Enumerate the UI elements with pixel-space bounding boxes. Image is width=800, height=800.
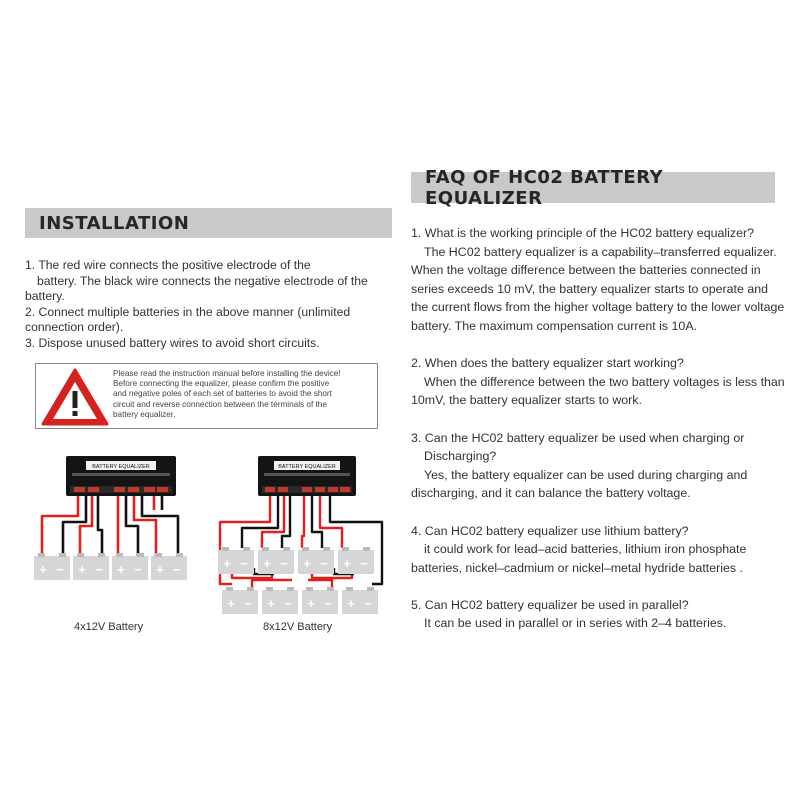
- faq-question-cont: Discharging?: [424, 449, 497, 464]
- faq-answer-line: The HC02 battery equalizer is a capability–transferred equalizer.: [424, 244, 777, 259]
- step-1-line-3: battery.: [25, 289, 65, 304]
- step-3: 3. Dispose unused battery wires to avoid short circuits.: [25, 335, 320, 350]
- battery-plus: +: [263, 556, 271, 571]
- faq-question: 5. Can HC02 battery equalizer be used in parallel?: [411, 597, 689, 612]
- battery: [73, 553, 109, 580]
- faq-item-5: [411, 596, 791, 633]
- battery: [34, 553, 70, 580]
- battery-minus: −: [173, 562, 181, 577]
- battery-minus: −: [244, 596, 252, 611]
- warning-text: [113, 369, 375, 420]
- step-2-line-2: connection order).: [25, 320, 124, 335]
- faq-question: 2. When does the battery equalizer start working?: [411, 356, 684, 371]
- battery: [112, 553, 148, 580]
- battery: [258, 547, 294, 574]
- faq-item-4: [411, 522, 791, 578]
- battery-minus: −: [364, 596, 372, 611]
- battery: [298, 547, 334, 574]
- battery: [222, 587, 258, 614]
- diagram-8x12v-caption: 8x12V Battery: [263, 621, 333, 633]
- warning-line: Please read the instruction manual before installing the device!: [113, 369, 341, 378]
- wires: [220, 496, 382, 588]
- faq-answer-line: Yes, the battery equalizer can be used during charging and: [424, 467, 748, 482]
- battery-minus: −: [324, 596, 332, 611]
- wires: [42, 496, 178, 556]
- faq-answer-line: 10mV, the battery equalizer starts to work.: [411, 393, 642, 408]
- warning-line: circuit and reverse connection between the terminals of the: [113, 399, 327, 409]
- device-label: BATTERY EQUALIZER: [278, 464, 336, 470]
- faq-answer-line: battery. The maximum compensation current is 10A.: [411, 318, 698, 333]
- installation-steps: [25, 258, 397, 352]
- step-1-line-1: 1. The red wire connects the positive electrode of the: [25, 258, 311, 272]
- device-label: BATTERY EQUALIZER: [92, 464, 150, 470]
- battery-minus: −: [360, 556, 368, 571]
- battery-minus: −: [280, 556, 288, 571]
- faq-answer-line: It can be used in parallel or in series with 2–4 batteries.: [424, 616, 727, 631]
- faq-answer-line: discharging, and it can balance the battery voltage.: [411, 486, 691, 501]
- step-2-line-1: 2. Connect multiple batteries in the above manner (unlimited: [25, 304, 351, 319]
- equalizer-device: [66, 456, 176, 496]
- faq-answer-line: batteries, nickel–cadmium or nickel–metal hydride batteries .: [411, 560, 743, 575]
- battery-plus: +: [117, 562, 125, 577]
- battery: [218, 547, 254, 574]
- battery-plus: +: [307, 596, 315, 611]
- faq-item-2: [411, 354, 791, 410]
- wiring-diagram-8x12v: [212, 452, 392, 617]
- warning-box: [35, 363, 378, 429]
- battery-plus: +: [223, 556, 231, 571]
- battery-plus: +: [267, 596, 275, 611]
- faq-answer-line: the current flows from the higher voltage battery to the lower voltage: [411, 300, 785, 315]
- faq-question: 4. Can HC02 battery equalizer use lithium battery?: [411, 523, 689, 538]
- step-1-line-2: battery. The black wire connects the negative electrode of the: [37, 273, 368, 288]
- battery-plus: +: [156, 562, 164, 577]
- equalizer-device: [258, 456, 356, 496]
- battery-minus: −: [320, 556, 328, 571]
- battery-minus: −: [134, 562, 142, 577]
- battery: [342, 587, 378, 614]
- battery: [338, 547, 374, 574]
- battery-row-bottom: [222, 587, 378, 614]
- faq-question: 3. Can the HC02 battery equalizer be used when charging or: [411, 430, 745, 445]
- faq-list: [411, 224, 791, 652]
- battery-plus: +: [227, 596, 235, 611]
- warning-line: Before connecting the equalizer, please confirm the positive: [113, 379, 330, 389]
- warning-icon: [40, 367, 110, 427]
- battery-plus: +: [303, 556, 311, 571]
- battery-plus: +: [39, 562, 47, 577]
- installation-header: INSTALLATION: [25, 208, 392, 238]
- faq-answer-line: When the difference between the two battery voltages is less than: [424, 374, 785, 389]
- faq-header: FAQ OF HC02 BATTERY EQUALIZER: [411, 172, 775, 203]
- battery-row: [34, 553, 187, 580]
- faq-item-1: [411, 224, 791, 336]
- battery-plus: +: [343, 556, 351, 571]
- wiring-diagram-4x12v: [30, 452, 200, 592]
- battery-plus: +: [78, 562, 86, 577]
- battery: [262, 587, 298, 614]
- battery: [151, 553, 187, 580]
- faq-question: 1. What is the working principle of the HC02 battery equalizer?: [411, 226, 754, 240]
- faq-answer-line: it could work for lead–acid batteries, lithium iron phosphate: [424, 542, 747, 557]
- faq-answer-line: When the voltage difference between the batteries connected in: [411, 263, 761, 278]
- warning-line: battery equalizer.: [113, 409, 176, 419]
- diagram-4x12v-caption: 4x12V Battery: [74, 621, 144, 633]
- battery-minus: −: [56, 562, 64, 577]
- battery-row-top: [218, 547, 374, 574]
- faq-answer-line: series exceeds 10 mV, the battery equalizer starts to operate and: [411, 281, 769, 296]
- battery-minus: −: [240, 556, 248, 571]
- battery-plus: +: [347, 596, 355, 611]
- battery-minus: −: [95, 562, 103, 577]
- warning-line: and negative poles of each set of batteries to avoid the short: [113, 389, 332, 399]
- battery-minus: −: [284, 596, 292, 611]
- battery: [302, 587, 338, 614]
- faq-item-3: [411, 429, 791, 503]
